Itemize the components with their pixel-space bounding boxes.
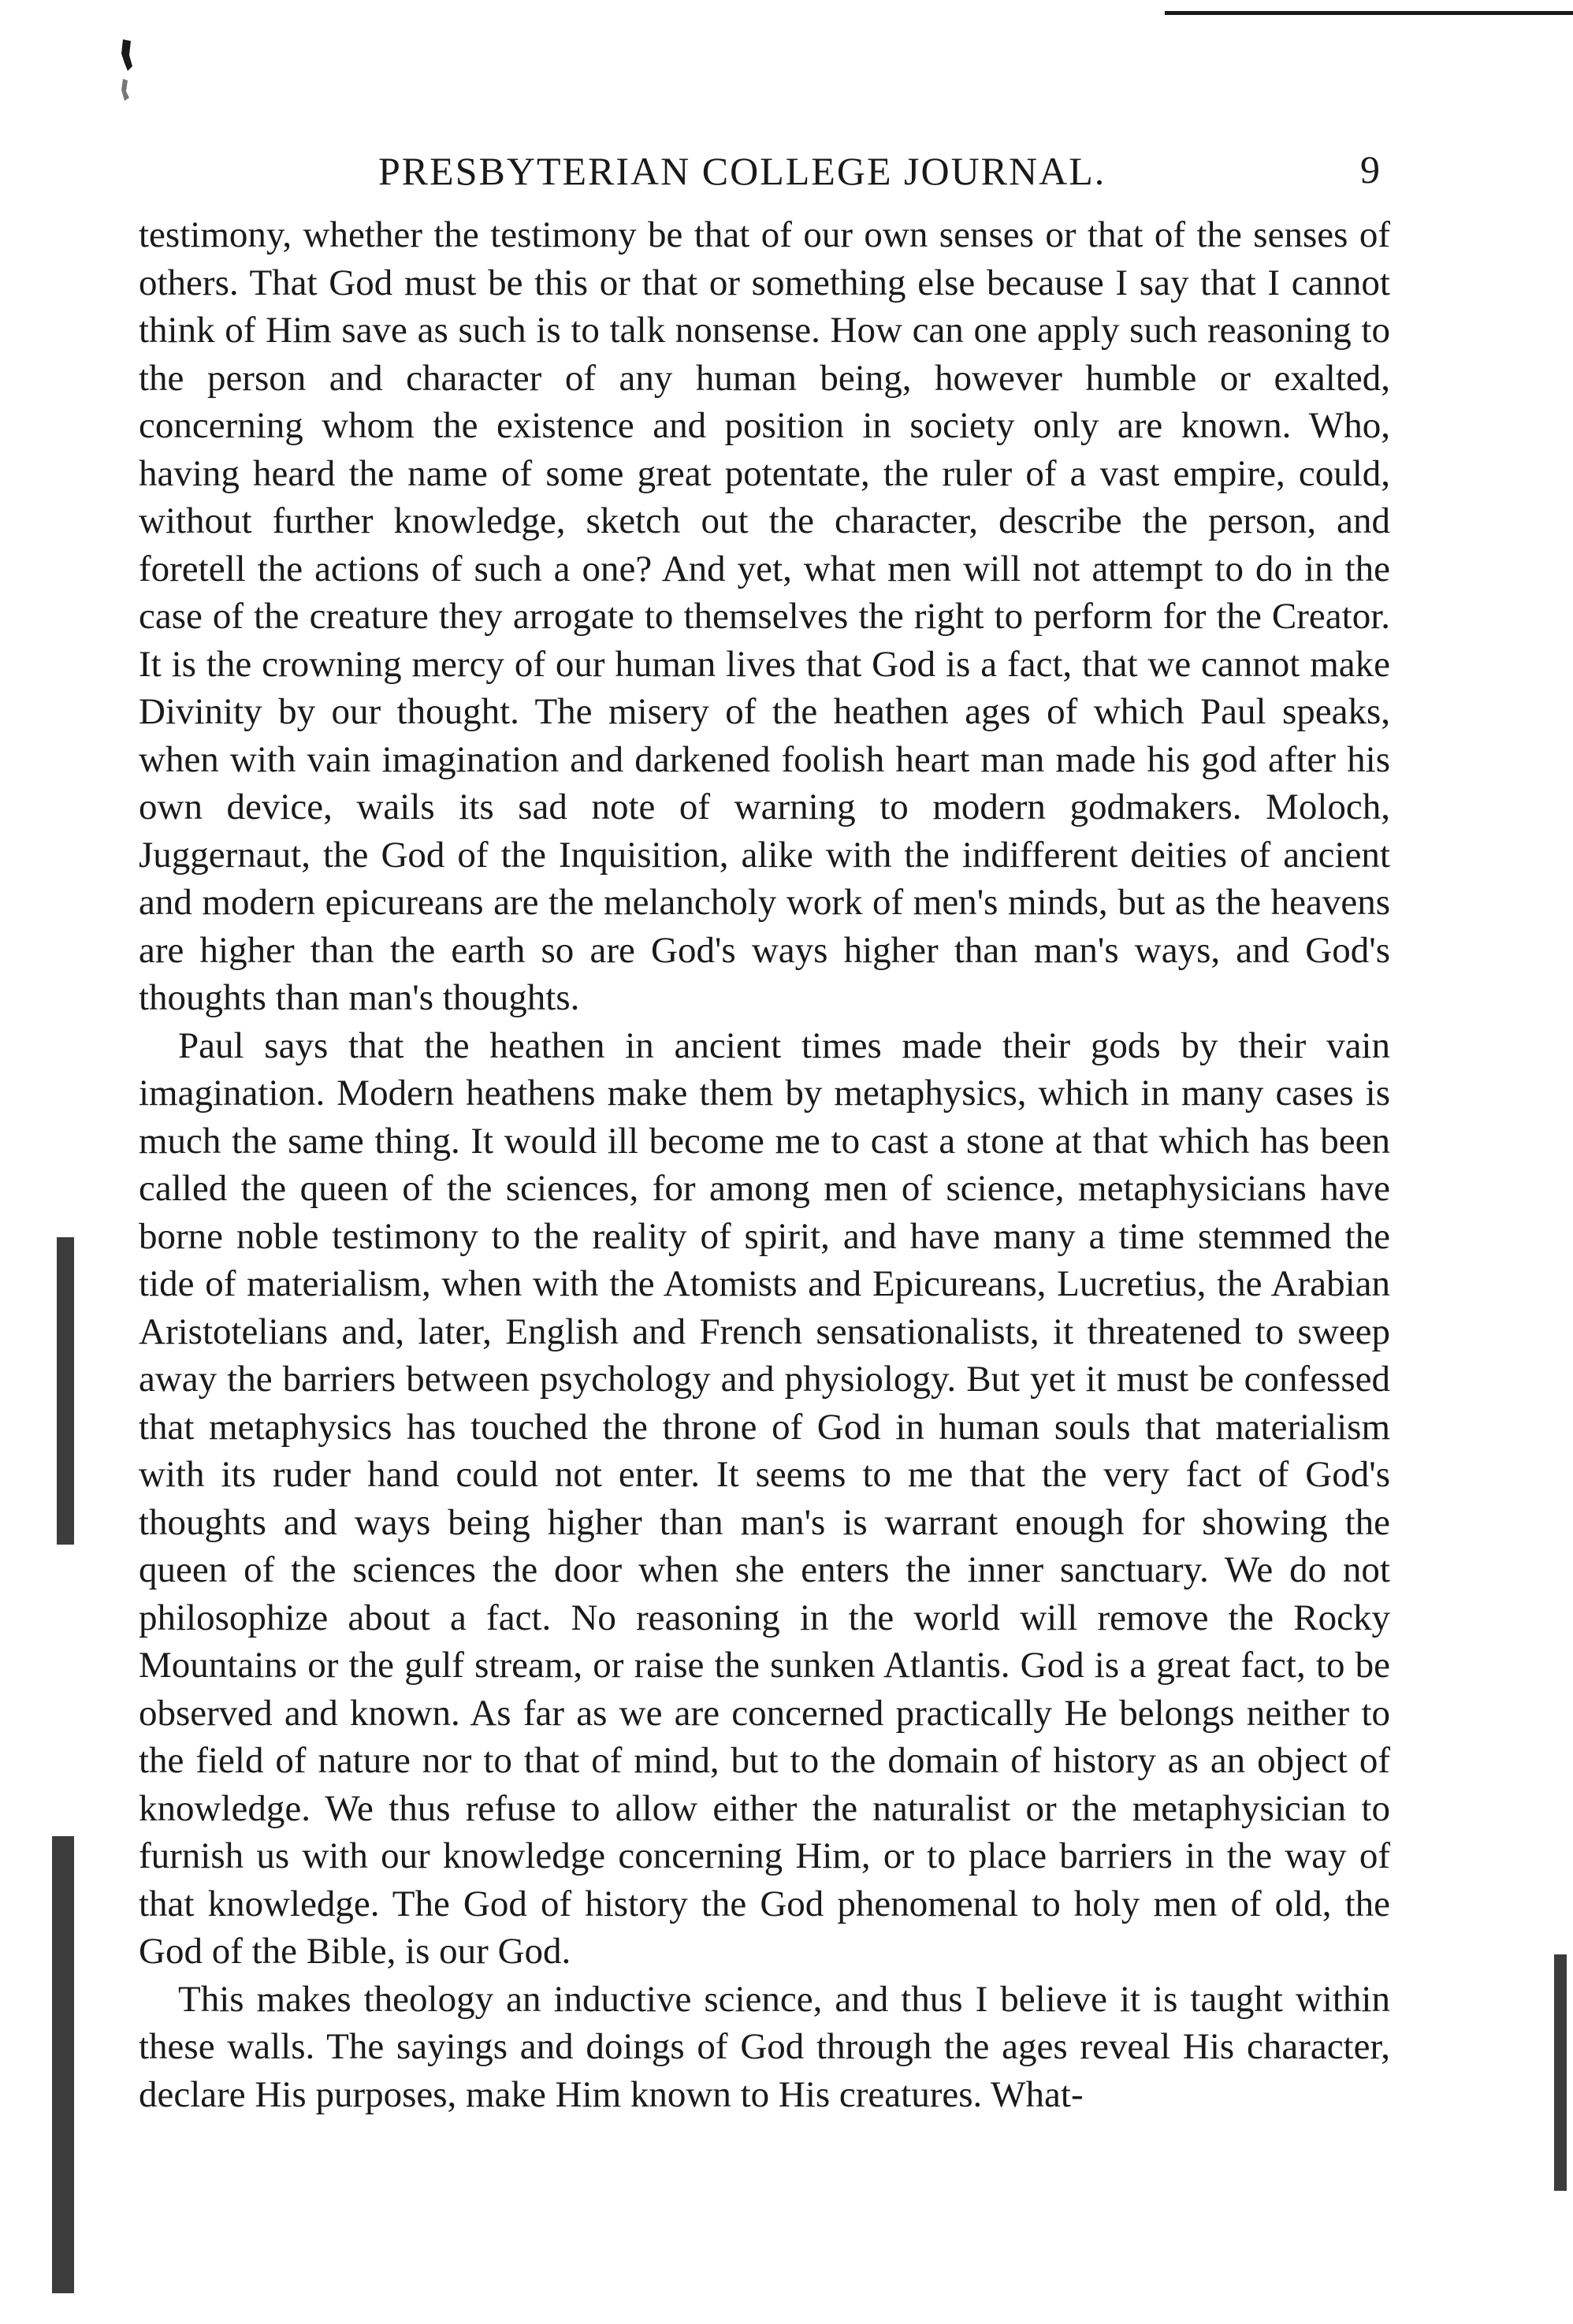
edge-shadow-mark bbox=[1554, 1954, 1567, 2191]
paragraph: This makes theology an inductive science, and thus I believe it is taught within these walls. The sayings and doings of God through the ages reveal His character, declare His purposes, make Him known to His creatures. What- bbox=[139, 1978, 1390, 2115]
paragraph: testimony, whether the testimony be that of our own senses or that of the senses of others. That God must be this or that or something else because I say that I cannot think of Him save as such is to talk nonsense. How can one apply such reasoning to the person and character of any human being, however humble or exalted, concerning whom the existence and position in society only are known. Who, having heard the name of some great potentate, the ruler of a vast empire, could, without further knowledge, sketch out the character, describe the person, and foretell the actions of such a one? And yet, what men will not attempt to do in the case of the creature they arrogate to themselves the right to perform for the Creator. It is the crowning mercy of our human lives that God is a fact, that we cannot make Divinity by our thought. The misery of the heathen ages of which Paul speaks, when with vain imagination and darkened foolish heart man made his god after his own device, wails its sad note of warning to modern godmakers. Moloch, Juggernaut, the God of the Inquisition, alike with the indifferent deities of ancient and modern epicureans are the melancholy work of men's minds, but as the heavens are higher than the earth so are God's ways higher than man's ways, and God's thoughts than man's thoughts. bbox=[139, 214, 1390, 1018]
binding-shadow-mark bbox=[57, 1237, 74, 1545]
body-text bbox=[139, 211, 1390, 2118]
binding-shadow-mark bbox=[52, 1836, 74, 2293]
paragraph: Paul says that the heathen in ancient times made their gods by their vain imagination. Modern heathens make them by metaphysics, which in many cases is much the same thing. It would ill become me to cast a stone at that which has been called the queen of the sciences, for among men of science, metaphysicians have borne noble testimony to the reality of spirit, and have many a time stemmed the tide of materialism, when with the Atomists and Epicureans, Lucretius, the Arabian Aristotelians and, later, English and French sensationalists, it threatened to sweep away the barriers between psychology and physiology. But yet it must be confessed that metaphysics has touched the throne of God in human souls that materialism with its ruder hand could not enter. It seems to me that the very fact of God's thoughts and ways being higher than man's is warrant enough for showing the queen of the sciences the door when she enters the inner sanctuary. We do not philosophize about a fact. No reasoning in the world will remove the Rocky Mountains or the gulf stream, or raise the sunken Atlantis. God is a great fact, to be observed and known. As far as we are concerned practically He belongs neither to the field of nature nor to that of mind, but to the domain of history as an object of knowledge. We thus refuse to allow either the naturalist or the metaphysician to furnish us with our knowledge concerning Him, or to place barriers in the way of that knowledge. The God of history the God phenomenal to holy men of old, the God of the Bible, is our God. bbox=[139, 1024, 1390, 1972]
running-title: PRESBYTERIAN COLLEGE JOURNAL. bbox=[378, 149, 1106, 193]
page-number: 9 bbox=[1360, 147, 1380, 191]
ink-blot-icon bbox=[118, 39, 136, 102]
top-rule bbox=[1165, 11, 1573, 15]
